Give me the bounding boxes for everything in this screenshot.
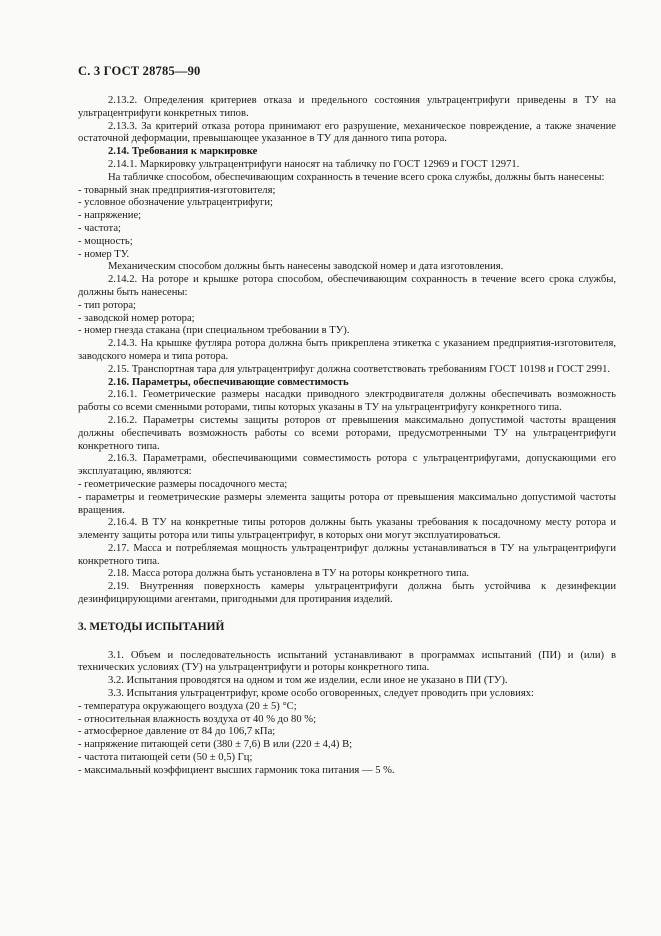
clause-2-16-3: 2.16.3. Параметрами, обеспечивающими совместимость ротора с ультрацентрифугами, допускающими его эксплуатацию, являются: — [78, 453, 616, 478]
list-item: - номер ТУ. — [78, 248, 130, 260]
page-header: С. 3 ГОСТ 28785—90 — [78, 64, 201, 78]
clause-2-13-2: 2.13.2. Определения критериев отказа и предельного состояния ультрацентрифуги приведены в ТУ на ультрацентрифуги конкретных типов. — [78, 95, 616, 119]
clause-3-3: 3.3. Испытания ультрацентрифуг, кроме особо оговоренных, следует проводить при условиях: — [108, 688, 534, 700]
clause-2-16-heading: 2.16. Параметры, обеспечивающие совместимость — [108, 376, 349, 388]
clause-2-13-3: 2.13.3. За критерий отказа ротора принимают его разрушение, механическое повреждение, а также значение остаточной деформации, превышающее указанное в ТУ для данного типа ротора. — [78, 120, 616, 145]
list-item: - напряжение питающей сети (380 ± 7,6) В или (220 ± 4,4) В; — [78, 739, 353, 751]
list-item: - относительная влажность воздуха от 40 % до 80 %; — [78, 713, 317, 725]
clause-2-14-2: 2.14.2. На роторе и крышке ротора способом, обеспечивающим сохранность в течение всего срока службы, должны быть нанесены: — [78, 274, 616, 298]
list-item: - температура окружающего воздуха (20 ± 5) °С; — [78, 700, 297, 712]
list-item: - атмосферное давление от 84 до 106,7 кПа; — [78, 726, 276, 738]
clause-3-2: 3.2. Испытания проводятся на одном и том же изделии, если иное не указано в ПИ (ТУ). — [108, 675, 508, 687]
list-item: - мощность; — [78, 235, 133, 247]
clause-2-14-1: 2.14.1. Маркировку ультрацентрифуги наносят на табличку по ГОСТ 12969 и ГОСТ 12971. — [108, 158, 520, 170]
list-item: - номер гнезда стакана (при специальном требовании в ТУ). — [78, 325, 350, 337]
clause-2-14-1-mech: Механическим способом должны быть нанесены заводской номер и дата изготовления. — [108, 261, 504, 273]
list-item: - частота питающей сети (50 ± 0,5) Гц; — [78, 752, 253, 764]
clause-2-19: 2.19. Внутренняя поверхность камеры ультрацентрифуги должна быть устойчива к дезинфекции дезинфицирующими агентами, пригодными для протирания изделий. — [78, 581, 616, 606]
list-item: - товарный знак предприятия-изготовителя; — [78, 184, 276, 196]
list-item: - максимальный коэффициент высших гармоник тока питания — 5 %. — [78, 764, 395, 776]
clause-2-16-1: 2.16.1. Геометрические размеры насадки приводного электродвигателя должны обеспечивать возможность работы со всеми сменными роторами, типы которых указаны в ТУ на ультрацентрифугу конкретного типа. — [78, 389, 616, 414]
clause-2-16-4: 2.16.4. В ТУ на конкретные типы роторов должны быть указаны требования к посадочному месту ротора и элементу защиты ротора или типы ультрацентрифуг, в которых они могут эксплуатироваться. — [78, 517, 616, 542]
list-item: - напряжение; — [78, 210, 142, 222]
list-item: - условное обозначение ультрацентрифуги; — [78, 197, 273, 209]
clause-2-18: 2.18. Масса ротора должна быть установлена в ТУ на роторы конкретного типа. — [108, 568, 470, 580]
clause-3-1: 3.1. Объем и последовательность испытаний устанавливают в программах испытаний (ПИ) и (или) в технических условиях (ТУ) на ультрацентрифуги и роторы конкретного типа. — [78, 649, 616, 674]
clause-2-16-2: 2.16.2. Параметры системы защиты роторов от превышения максимально допустимой частоты вращения должны обеспечивать возможность работы со всеми роторами, предусмотренными ТУ на ультрацентрифуги конкретного типа. — [78, 414, 616, 452]
section-3-heading: 3. МЕТОДЫ ИСПЫТАНИЙ — [78, 620, 225, 633]
list-item: - частота; — [78, 222, 121, 234]
list-item: - геометрические размеры посадочного места; — [78, 478, 288, 490]
clause-2-15: 2.15. Транспортная тара для ультрацентрифуг должна соответствовать требованиям ГОСТ 10198 и ГОСТ 2991. — [108, 363, 611, 375]
list-item: - заводской номер ротора; — [78, 312, 195, 324]
list-item: - тип ротора; — [78, 299, 136, 311]
clause-2-17: 2.17. Масса и потребляемая мощность ультрацентрифуг должны устанавливаться в ТУ на ультрацентрифуги конкретного типа. — [78, 542, 616, 567]
clause-2-14-3: 2.14.3. На крышке футляра ротора должна быть прикреплена этикетка с указанием предприятия-изготовителя, заводского номера и типа ротора. — [78, 338, 616, 362]
document-body — [78, 95, 616, 778]
list-item: - параметры и геометрические размеры элемента защиты ротора от превышения максимально допустимой частоты вращения. — [78, 491, 616, 516]
clause-2-14-1-text: На табличке способом, обеспечивающим сохранность в течение всего срока службы, должны быть нанесены: — [108, 171, 605, 183]
clause-2-14-heading: 2.14. Требования к маркировке — [108, 146, 258, 158]
